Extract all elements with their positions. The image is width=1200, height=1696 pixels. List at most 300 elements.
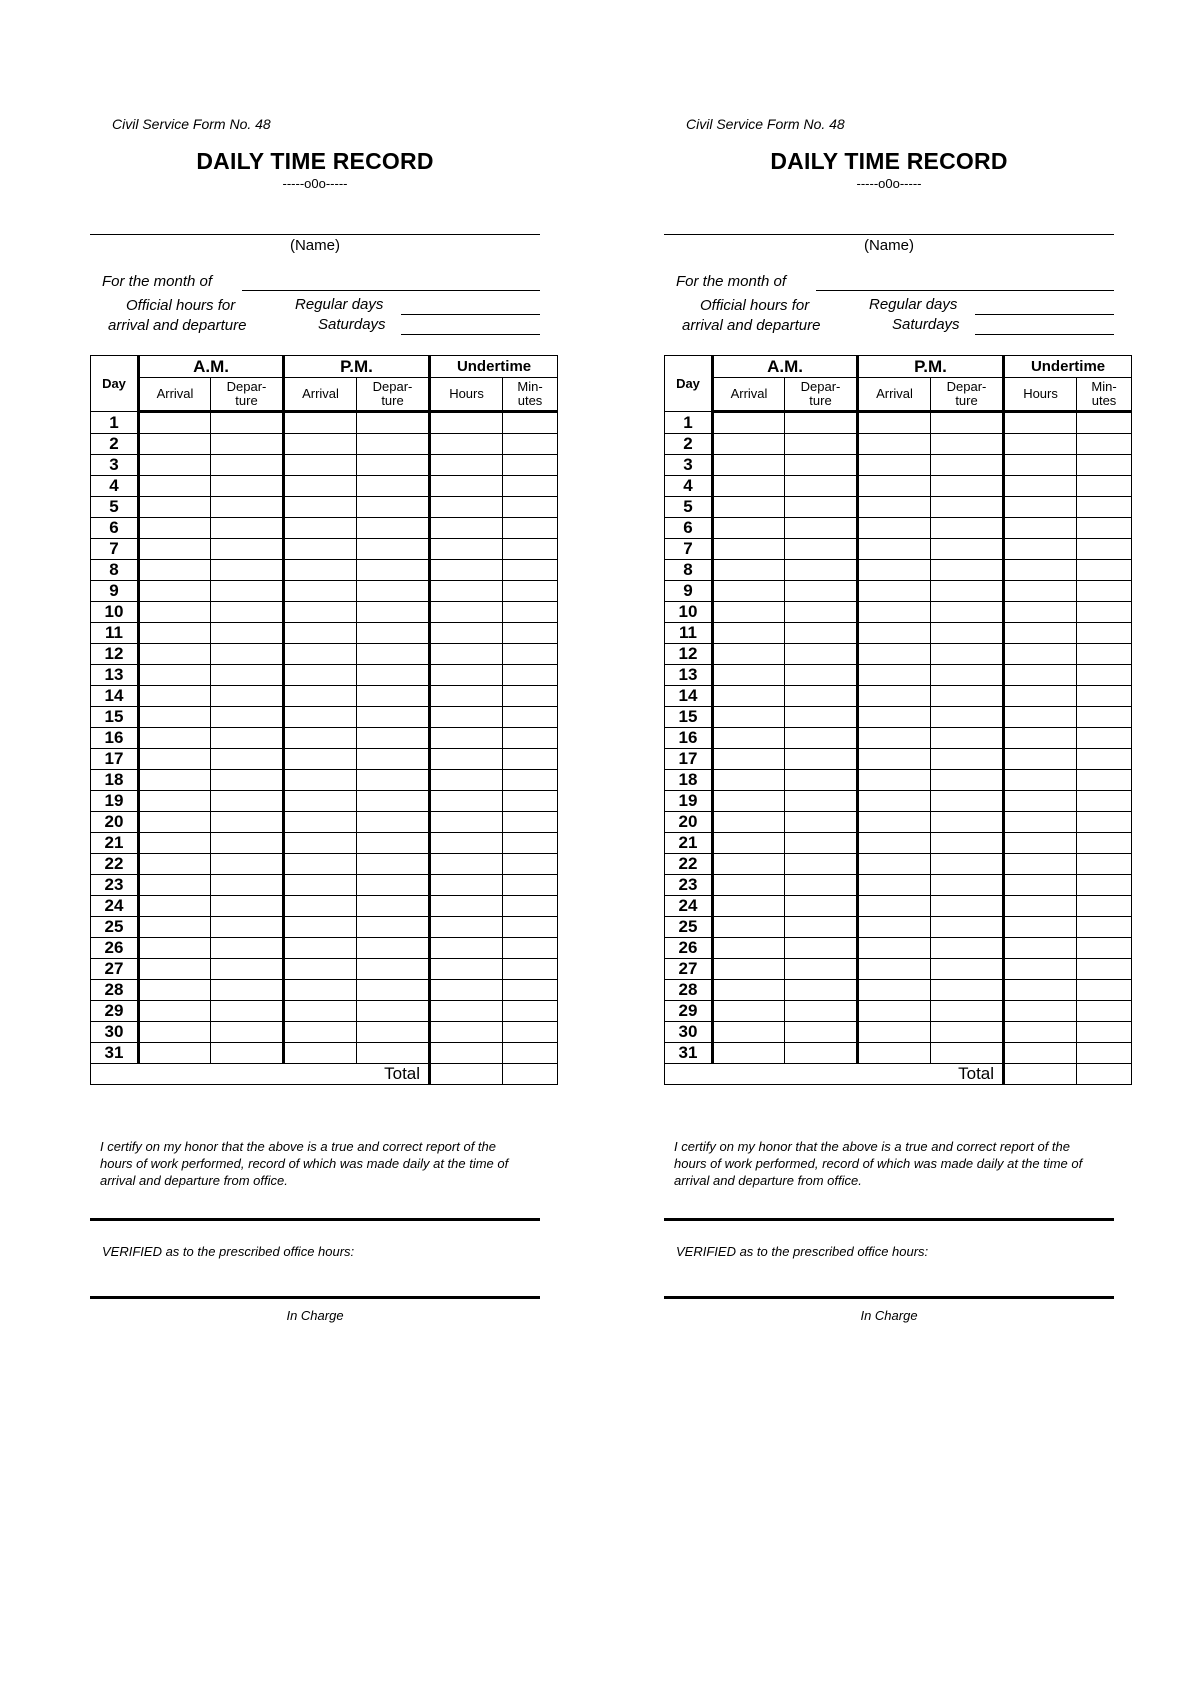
am-arrival-cell[interactable] [713, 539, 785, 560]
undertime-minutes-cell[interactable] [1077, 917, 1132, 938]
pm-departure-cell[interactable] [931, 896, 1004, 917]
am-arrival-cell[interactable] [713, 938, 785, 959]
am-arrival-cell[interactable] [139, 1043, 211, 1064]
in-charge-signature-line[interactable] [90, 1296, 540, 1299]
pm-departure-cell[interactable] [931, 686, 1004, 707]
undertime-minutes-cell[interactable] [1077, 833, 1132, 854]
pm-departure-cell[interactable] [357, 959, 430, 980]
undertime-hours-cell[interactable] [430, 644, 503, 665]
am-arrival-cell[interactable] [713, 854, 785, 875]
am-departure-cell[interactable] [211, 896, 284, 917]
undertime-hours-cell[interactable] [1004, 665, 1077, 686]
am-departure-cell[interactable] [211, 581, 284, 602]
undertime-minutes-cell[interactable] [503, 896, 558, 917]
undertime-hours-cell[interactable] [1004, 791, 1077, 812]
undertime-hours-cell[interactable] [430, 623, 503, 644]
am-arrival-cell[interactable] [713, 455, 785, 476]
pm-departure-cell[interactable] [931, 980, 1004, 1001]
undertime-minutes-cell[interactable] [503, 791, 558, 812]
undertime-minutes-cell[interactable] [1077, 875, 1132, 896]
am-arrival-cell[interactable] [139, 623, 211, 644]
undertime-hours-cell[interactable] [430, 917, 503, 938]
am-departure-cell[interactable] [211, 665, 284, 686]
pm-departure-cell[interactable] [931, 665, 1004, 686]
pm-arrival-cell[interactable] [858, 791, 931, 812]
undertime-minutes-cell[interactable] [1077, 959, 1132, 980]
pm-arrival-cell[interactable] [284, 581, 357, 602]
am-departure-cell[interactable] [211, 938, 284, 959]
undertime-hours-cell[interactable] [430, 812, 503, 833]
am-arrival-cell[interactable] [139, 644, 211, 665]
pm-departure-cell[interactable] [357, 980, 430, 1001]
pm-departure-cell[interactable] [357, 938, 430, 959]
pm-departure-cell[interactable] [357, 854, 430, 875]
name-field[interactable] [90, 234, 540, 235]
pm-arrival-cell[interactable] [284, 518, 357, 539]
undertime-hours-cell[interactable] [430, 833, 503, 854]
pm-arrival-cell[interactable] [858, 560, 931, 581]
am-departure-cell[interactable] [785, 728, 858, 749]
pm-arrival-cell[interactable] [284, 791, 357, 812]
pm-departure-cell[interactable] [357, 644, 430, 665]
pm-departure-cell[interactable] [931, 602, 1004, 623]
am-departure-cell[interactable] [785, 686, 858, 707]
am-departure-cell[interactable] [211, 539, 284, 560]
undertime-hours-cell[interactable] [1004, 518, 1077, 539]
am-departure-cell[interactable] [785, 497, 858, 518]
pm-arrival-cell[interactable] [858, 917, 931, 938]
am-arrival-cell[interactable] [713, 896, 785, 917]
pm-departure-cell[interactable] [931, 1043, 1004, 1064]
am-arrival-cell[interactable] [139, 875, 211, 896]
am-departure-cell[interactable] [785, 602, 858, 623]
pm-arrival-cell[interactable] [858, 581, 931, 602]
employee-signature-line[interactable] [90, 1218, 540, 1221]
pm-departure-cell[interactable] [357, 581, 430, 602]
undertime-minutes-cell[interactable] [503, 1043, 558, 1064]
am-departure-cell[interactable] [785, 875, 858, 896]
undertime-minutes-cell[interactable] [1077, 412, 1132, 434]
pm-departure-cell[interactable] [931, 959, 1004, 980]
am-arrival-cell[interactable] [713, 749, 785, 770]
undertime-minutes-cell[interactable] [1077, 854, 1132, 875]
undertime-hours-cell[interactable] [1004, 707, 1077, 728]
pm-arrival-cell[interactable] [858, 938, 931, 959]
pm-departure-cell[interactable] [931, 875, 1004, 896]
undertime-minutes-cell[interactable] [1077, 476, 1132, 497]
undertime-hours-cell[interactable] [430, 497, 503, 518]
undertime-minutes-cell[interactable] [503, 959, 558, 980]
pm-departure-cell[interactable] [357, 539, 430, 560]
undertime-hours-cell[interactable] [430, 686, 503, 707]
undertime-hours-cell[interactable] [430, 476, 503, 497]
am-arrival-cell[interactable] [139, 539, 211, 560]
am-arrival-cell[interactable] [139, 581, 211, 602]
undertime-minutes-cell[interactable] [1077, 938, 1132, 959]
pm-departure-cell[interactable] [931, 770, 1004, 791]
am-arrival-cell[interactable] [713, 770, 785, 791]
undertime-hours-cell[interactable] [430, 581, 503, 602]
pm-arrival-cell[interactable] [858, 749, 931, 770]
pm-departure-cell[interactable] [931, 497, 1004, 518]
undertime-hours-cell[interactable] [430, 455, 503, 476]
am-arrival-cell[interactable] [713, 497, 785, 518]
pm-arrival-cell[interactable] [284, 938, 357, 959]
pm-arrival-cell[interactable] [284, 728, 357, 749]
undertime-hours-cell[interactable] [1004, 896, 1077, 917]
am-arrival-cell[interactable] [139, 749, 211, 770]
undertime-minutes-cell[interactable] [503, 539, 558, 560]
undertime-hours-cell[interactable] [430, 539, 503, 560]
pm-arrival-cell[interactable] [858, 644, 931, 665]
undertime-hours-cell[interactable] [430, 602, 503, 623]
pm-departure-cell[interactable] [931, 917, 1004, 938]
undertime-hours-cell[interactable] [1004, 917, 1077, 938]
undertime-hours-cell[interactable] [430, 959, 503, 980]
am-arrival-cell[interactable] [713, 644, 785, 665]
undertime-hours-cell[interactable] [1004, 749, 1077, 770]
am-departure-cell[interactable] [785, 434, 858, 455]
am-arrival-cell[interactable] [713, 602, 785, 623]
am-arrival-cell[interactable] [139, 602, 211, 623]
am-arrival-cell[interactable] [713, 728, 785, 749]
saturdays-field[interactable] [975, 334, 1114, 335]
am-departure-cell[interactable] [211, 1043, 284, 1064]
undertime-hours-cell[interactable] [1004, 1001, 1077, 1022]
pm-departure-cell[interactable] [931, 434, 1004, 455]
am-arrival-cell[interactable] [713, 476, 785, 497]
am-departure-cell[interactable] [785, 791, 858, 812]
am-departure-cell[interactable] [211, 749, 284, 770]
am-departure-cell[interactable] [785, 833, 858, 854]
am-arrival-cell[interactable] [713, 980, 785, 1001]
pm-departure-cell[interactable] [357, 812, 430, 833]
undertime-minutes-cell[interactable] [1077, 707, 1132, 728]
pm-departure-cell[interactable] [357, 518, 430, 539]
pm-departure-cell[interactable] [357, 749, 430, 770]
pm-departure-cell[interactable] [357, 665, 430, 686]
undertime-hours-cell[interactable] [430, 938, 503, 959]
am-departure-cell[interactable] [785, 644, 858, 665]
in-charge-signature-line[interactable] [664, 1296, 1114, 1299]
undertime-hours-cell[interactable] [1004, 434, 1077, 455]
pm-arrival-cell[interactable] [284, 686, 357, 707]
am-arrival-cell[interactable] [139, 497, 211, 518]
pm-arrival-cell[interactable] [858, 602, 931, 623]
am-departure-cell[interactable] [211, 455, 284, 476]
undertime-minutes-cell[interactable] [1077, 518, 1132, 539]
undertime-minutes-cell[interactable] [1077, 1043, 1132, 1064]
undertime-hours-cell[interactable] [1004, 602, 1077, 623]
pm-departure-cell[interactable] [357, 602, 430, 623]
undertime-hours-cell[interactable] [1004, 412, 1077, 434]
pm-arrival-cell[interactable] [858, 455, 931, 476]
pm-departure-cell[interactable] [357, 707, 430, 728]
undertime-minutes-cell[interactable] [503, 665, 558, 686]
undertime-minutes-cell[interactable] [1077, 560, 1132, 581]
pm-arrival-cell[interactable] [858, 728, 931, 749]
pm-departure-cell[interactable] [931, 812, 1004, 833]
pm-departure-cell[interactable] [357, 476, 430, 497]
undertime-hours-cell[interactable] [430, 1022, 503, 1043]
undertime-hours-cell[interactable] [1004, 833, 1077, 854]
undertime-hours-cell[interactable] [430, 412, 503, 434]
pm-arrival-cell[interactable] [284, 560, 357, 581]
undertime-hours-cell[interactable] [430, 749, 503, 770]
am-arrival-cell[interactable] [139, 476, 211, 497]
pm-departure-cell[interactable] [357, 896, 430, 917]
am-departure-cell[interactable] [211, 791, 284, 812]
am-arrival-cell[interactable] [139, 959, 211, 980]
pm-arrival-cell[interactable] [284, 497, 357, 518]
pm-departure-cell[interactable] [357, 623, 430, 644]
am-departure-cell[interactable] [785, 770, 858, 791]
am-arrival-cell[interactable] [139, 896, 211, 917]
am-arrival-cell[interactable] [713, 707, 785, 728]
pm-departure-cell[interactable] [357, 1001, 430, 1022]
pm-arrival-cell[interactable] [858, 539, 931, 560]
pm-arrival-cell[interactable] [284, 1022, 357, 1043]
undertime-minutes-cell[interactable] [1077, 623, 1132, 644]
am-arrival-cell[interactable] [713, 412, 785, 434]
am-arrival-cell[interactable] [713, 833, 785, 854]
pm-departure-cell[interactable] [931, 560, 1004, 581]
undertime-hours-cell[interactable] [1004, 560, 1077, 581]
pm-departure-cell[interactable] [931, 623, 1004, 644]
undertime-minutes-cell[interactable] [503, 833, 558, 854]
am-departure-cell[interactable] [211, 497, 284, 518]
pm-departure-cell[interactable] [357, 497, 430, 518]
am-departure-cell[interactable] [785, 1043, 858, 1064]
am-arrival-cell[interactable] [713, 623, 785, 644]
am-departure-cell[interactable] [785, 1001, 858, 1022]
pm-departure-cell[interactable] [931, 707, 1004, 728]
undertime-hours-cell[interactable] [430, 980, 503, 1001]
am-departure-cell[interactable] [785, 665, 858, 686]
undertime-hours-cell[interactable] [430, 665, 503, 686]
name-field[interactable] [664, 234, 1114, 235]
pm-departure-cell[interactable] [357, 770, 430, 791]
month-field[interactable] [816, 290, 1114, 291]
am-arrival-cell[interactable] [713, 917, 785, 938]
pm-departure-cell[interactable] [931, 791, 1004, 812]
undertime-minutes-cell[interactable] [503, 980, 558, 1001]
undertime-minutes-cell[interactable] [503, 434, 558, 455]
undertime-hours-cell[interactable] [430, 1001, 503, 1022]
pm-departure-cell[interactable] [931, 833, 1004, 854]
pm-departure-cell[interactable] [357, 560, 430, 581]
am-departure-cell[interactable] [785, 917, 858, 938]
undertime-minutes-cell[interactable] [503, 770, 558, 791]
undertime-minutes-cell[interactable] [1077, 434, 1132, 455]
pm-departure-cell[interactable] [357, 791, 430, 812]
am-departure-cell[interactable] [211, 1022, 284, 1043]
pm-departure-cell[interactable] [357, 875, 430, 896]
undertime-hours-cell[interactable] [1004, 497, 1077, 518]
am-arrival-cell[interactable] [139, 1001, 211, 1022]
pm-arrival-cell[interactable] [858, 854, 931, 875]
pm-departure-cell[interactable] [931, 728, 1004, 749]
pm-arrival-cell[interactable] [858, 896, 931, 917]
undertime-hours-cell[interactable] [430, 518, 503, 539]
regular-days-field[interactable] [975, 314, 1114, 315]
undertime-minutes-cell[interactable] [1077, 497, 1132, 518]
pm-departure-cell[interactable] [931, 476, 1004, 497]
undertime-minutes-cell[interactable] [1077, 1022, 1132, 1043]
employee-signature-line[interactable] [664, 1218, 1114, 1221]
pm-departure-cell[interactable] [931, 854, 1004, 875]
am-arrival-cell[interactable] [713, 1001, 785, 1022]
am-arrival-cell[interactable] [713, 434, 785, 455]
undertime-minutes-cell[interactable] [1077, 980, 1132, 1001]
am-departure-cell[interactable] [211, 959, 284, 980]
pm-departure-cell[interactable] [931, 455, 1004, 476]
undertime-hours-cell[interactable] [430, 791, 503, 812]
pm-departure-cell[interactable] [931, 1022, 1004, 1043]
undertime-minutes-cell[interactable] [1077, 791, 1132, 812]
pm-arrival-cell[interactable] [284, 434, 357, 455]
pm-arrival-cell[interactable] [858, 875, 931, 896]
pm-arrival-cell[interactable] [284, 665, 357, 686]
pm-arrival-cell[interactable] [284, 959, 357, 980]
pm-departure-cell[interactable] [931, 412, 1004, 434]
pm-departure-cell[interactable] [357, 434, 430, 455]
saturdays-field[interactable] [401, 334, 540, 335]
pm-departure-cell[interactable] [931, 581, 1004, 602]
pm-arrival-cell[interactable] [858, 959, 931, 980]
undertime-minutes-cell[interactable] [503, 875, 558, 896]
am-arrival-cell[interactable] [139, 791, 211, 812]
am-arrival-cell[interactable] [139, 560, 211, 581]
undertime-hours-cell[interactable] [1004, 980, 1077, 1001]
pm-departure-cell[interactable] [357, 1043, 430, 1064]
am-arrival-cell[interactable] [713, 518, 785, 539]
pm-arrival-cell[interactable] [858, 812, 931, 833]
undertime-hours-cell[interactable] [1004, 959, 1077, 980]
undertime-minutes-cell[interactable] [1077, 602, 1132, 623]
pm-arrival-cell[interactable] [284, 602, 357, 623]
am-arrival-cell[interactable] [713, 581, 785, 602]
pm-departure-cell[interactable] [931, 938, 1004, 959]
pm-departure-cell[interactable] [931, 518, 1004, 539]
am-departure-cell[interactable] [785, 518, 858, 539]
am-departure-cell[interactable] [785, 896, 858, 917]
am-arrival-cell[interactable] [139, 833, 211, 854]
undertime-minutes-cell[interactable] [1077, 539, 1132, 560]
am-departure-cell[interactable] [211, 560, 284, 581]
pm-departure-cell[interactable] [357, 455, 430, 476]
am-departure-cell[interactable] [785, 749, 858, 770]
pm-departure-cell[interactable] [357, 728, 430, 749]
pm-arrival-cell[interactable] [284, 412, 357, 434]
am-departure-cell[interactable] [211, 476, 284, 497]
undertime-minutes-cell[interactable] [1077, 896, 1132, 917]
pm-arrival-cell[interactable] [858, 770, 931, 791]
am-arrival-cell[interactable] [139, 707, 211, 728]
pm-arrival-cell[interactable] [858, 434, 931, 455]
am-departure-cell[interactable] [785, 560, 858, 581]
pm-arrival-cell[interactable] [284, 455, 357, 476]
am-departure-cell[interactable] [785, 623, 858, 644]
undertime-minutes-cell[interactable] [503, 938, 558, 959]
total-hours-cell[interactable] [430, 1064, 503, 1085]
am-departure-cell[interactable] [211, 686, 284, 707]
am-departure-cell[interactable] [211, 980, 284, 1001]
undertime-minutes-cell[interactable] [1077, 686, 1132, 707]
undertime-minutes-cell[interactable] [1077, 581, 1132, 602]
undertime-hours-cell[interactable] [430, 728, 503, 749]
month-field[interactable] [242, 290, 540, 291]
undertime-minutes-cell[interactable] [503, 497, 558, 518]
undertime-minutes-cell[interactable] [503, 707, 558, 728]
am-arrival-cell[interactable] [139, 686, 211, 707]
pm-arrival-cell[interactable] [858, 412, 931, 434]
pm-arrival-cell[interactable] [858, 707, 931, 728]
am-arrival-cell[interactable] [713, 1022, 785, 1043]
pm-arrival-cell[interactable] [284, 644, 357, 665]
am-departure-cell[interactable] [785, 854, 858, 875]
pm-arrival-cell[interactable] [284, 980, 357, 1001]
am-arrival-cell[interactable] [139, 938, 211, 959]
undertime-minutes-cell[interactable] [1077, 665, 1132, 686]
pm-arrival-cell[interactable] [858, 518, 931, 539]
am-departure-cell[interactable] [211, 917, 284, 938]
undertime-minutes-cell[interactable] [503, 812, 558, 833]
undertime-hours-cell[interactable] [1004, 686, 1077, 707]
am-departure-cell[interactable] [785, 539, 858, 560]
undertime-minutes-cell[interactable] [503, 728, 558, 749]
am-arrival-cell[interactable] [713, 959, 785, 980]
am-departure-cell[interactable] [785, 959, 858, 980]
am-arrival-cell[interactable] [139, 665, 211, 686]
am-arrival-cell[interactable] [713, 686, 785, 707]
undertime-hours-cell[interactable] [430, 896, 503, 917]
am-departure-cell[interactable] [211, 434, 284, 455]
undertime-minutes-cell[interactable] [503, 749, 558, 770]
pm-departure-cell[interactable] [931, 644, 1004, 665]
am-departure-cell[interactable] [211, 770, 284, 791]
am-departure-cell[interactable] [211, 412, 284, 434]
pm-arrival-cell[interactable] [284, 1001, 357, 1022]
am-departure-cell[interactable] [785, 707, 858, 728]
am-departure-cell[interactable] [785, 412, 858, 434]
am-arrival-cell[interactable] [139, 770, 211, 791]
undertime-minutes-cell[interactable] [503, 581, 558, 602]
am-arrival-cell[interactable] [713, 560, 785, 581]
regular-days-field[interactable] [401, 314, 540, 315]
undertime-hours-cell[interactable] [1004, 476, 1077, 497]
undertime-minutes-cell[interactable] [503, 623, 558, 644]
undertime-minutes-cell[interactable] [503, 917, 558, 938]
undertime-hours-cell[interactable] [1004, 770, 1077, 791]
undertime-minutes-cell[interactable] [503, 518, 558, 539]
undertime-minutes-cell[interactable] [1077, 770, 1132, 791]
undertime-minutes-cell[interactable] [503, 412, 558, 434]
pm-departure-cell[interactable] [357, 917, 430, 938]
pm-arrival-cell[interactable] [284, 749, 357, 770]
am-departure-cell[interactable] [785, 812, 858, 833]
am-departure-cell[interactable] [211, 875, 284, 896]
pm-arrival-cell[interactable] [284, 854, 357, 875]
am-departure-cell[interactable] [211, 728, 284, 749]
pm-arrival-cell[interactable] [284, 476, 357, 497]
am-departure-cell[interactable] [785, 938, 858, 959]
undertime-minutes-cell[interactable] [503, 560, 558, 581]
am-departure-cell[interactable] [211, 518, 284, 539]
pm-departure-cell[interactable] [357, 412, 430, 434]
pm-arrival-cell[interactable] [858, 980, 931, 1001]
pm-arrival-cell[interactable] [284, 707, 357, 728]
